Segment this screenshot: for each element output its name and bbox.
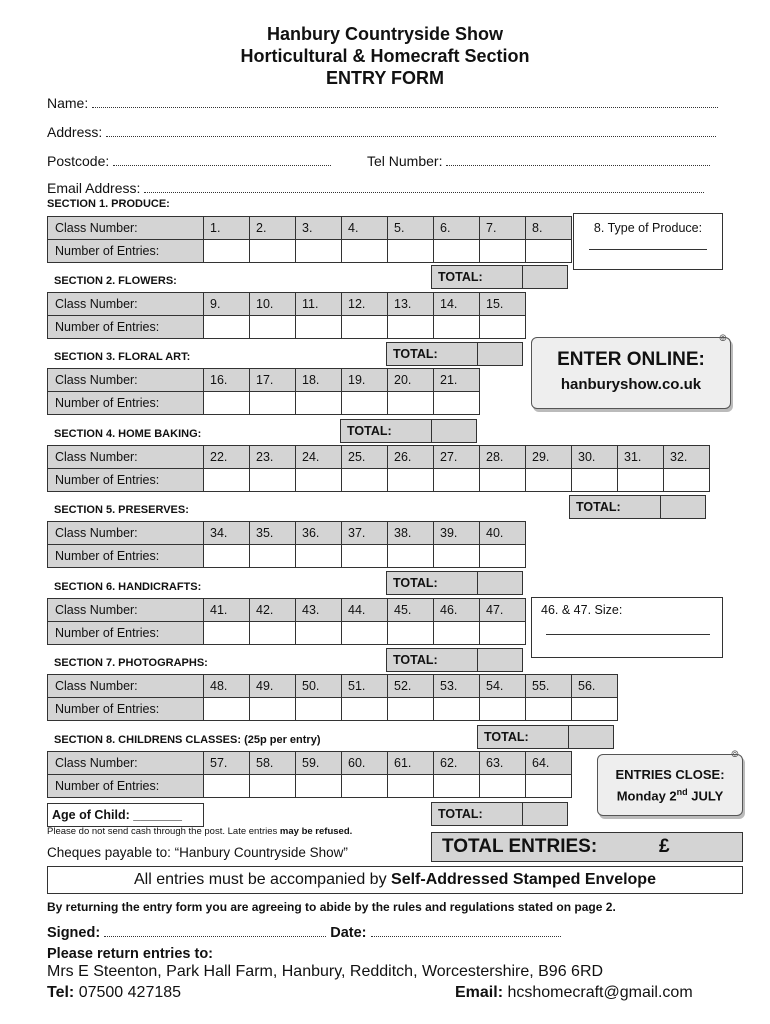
entry-input-cell[interactable]: [295, 239, 342, 263]
entry-input-cell[interactable]: [433, 239, 480, 263]
class-number-cell: 61.: [387, 751, 434, 775]
postcode-field[interactable]: [47, 153, 331, 169]
entry-input-cell[interactable]: [203, 544, 250, 568]
class-number-cell: 6.: [433, 216, 480, 240]
class-number-cell: 51.: [341, 674, 388, 698]
total-label: TOTAL:: [386, 571, 478, 595]
class-number-cell: 26.: [387, 445, 434, 469]
entry-input-cell[interactable]: [433, 544, 480, 568]
entry-input-cell[interactable]: [249, 774, 296, 798]
entry-input-cell[interactable]: [525, 468, 572, 492]
total-input[interactable]: [660, 495, 706, 519]
entries-row: [48, 621, 526, 645]
section-title: SECTION 6. HANDICRAFTS:: [54, 581, 202, 593]
entries-row: [48, 315, 526, 339]
size-box[interactable]: [531, 597, 723, 658]
entry-input-cell[interactable]: [433, 621, 480, 645]
class-number-cell: 43.: [295, 598, 342, 622]
produce-type-line[interactable]: [589, 249, 707, 250]
entry-input-cell[interactable]: [433, 315, 480, 339]
entry-input-cell[interactable]: [479, 468, 526, 492]
entry-input-cell[interactable]: [387, 544, 434, 568]
class-number-cell: 36.: [295, 521, 342, 545]
class-number-cell: 49.: [249, 674, 296, 698]
entry-input-cell[interactable]: [203, 621, 250, 645]
name-label: Name:: [47, 95, 89, 111]
total-input[interactable]: [477, 571, 523, 595]
entry-input-cell[interactable]: [203, 468, 250, 492]
number-of-entries-label: Number of Entries:: [47, 621, 204, 645]
tel-label: Tel Number:: [367, 153, 443, 169]
section-title: SECTION 3. FLORAL ART:: [54, 351, 191, 363]
return-address: Mrs E Steenton, Park Hall Farm, Hanbury, Redditch, Worcestershire, B96 6RD: [47, 963, 604, 980]
section-title: SECTION 1. PRODUCE:: [47, 198, 170, 210]
entry-input-cell[interactable]: [433, 697, 480, 721]
email-field[interactable]: [47, 180, 704, 196]
class-number-cell: 18.: [295, 368, 342, 392]
class-number-cell: 31.: [617, 445, 664, 469]
signature-field[interactable]: [47, 924, 561, 941]
class-number-cell: 63.: [479, 751, 526, 775]
entry-input-cell[interactable]: [479, 315, 526, 339]
size-line[interactable]: [546, 634, 710, 635]
address-field[interactable]: [47, 124, 716, 140]
class-number-label: Class Number:: [47, 751, 204, 775]
class-number-cell: 16.: [203, 368, 250, 392]
entry-input-cell[interactable]: [249, 239, 296, 263]
section-title: SECTION 4. HOME BAKING:: [54, 428, 202, 440]
section-title: SECTION 2. FLOWERS:: [54, 275, 177, 287]
class-number-label: Class Number:: [47, 598, 204, 622]
entry-input-cell[interactable]: [479, 544, 526, 568]
class-number-cell: 10.: [249, 292, 296, 316]
entry-input-cell[interactable]: [295, 468, 342, 492]
entry-input-cell[interactable]: [387, 315, 434, 339]
class-number-cell: 3.: [295, 216, 342, 240]
entry-input-cell[interactable]: [479, 697, 526, 721]
class-number-row: [48, 751, 572, 775]
class-number-cell: 52.: [387, 674, 434, 698]
entries-row: [48, 774, 572, 798]
class-number-row: [48, 216, 572, 240]
entry-input-cell[interactable]: [203, 315, 250, 339]
class-number-cell: 47.: [479, 598, 526, 622]
enter-online-banner[interactable]: [531, 337, 731, 409]
class-number-cell: 12.: [341, 292, 388, 316]
entry-input-cell[interactable]: [249, 468, 296, 492]
entry-input-cell[interactable]: [203, 697, 250, 721]
class-number-cell: 27.: [433, 445, 480, 469]
class-number-label: Class Number:: [47, 445, 204, 469]
entry-input-cell[interactable]: [249, 391, 296, 415]
class-number-row: [48, 598, 526, 622]
class-number-cell: 64.: [525, 751, 572, 775]
date-label: Date:: [330, 925, 367, 941]
class-number-cell: 1.: [203, 216, 250, 240]
number-of-entries-label: Number of Entries:: [47, 239, 204, 263]
class-number-label: Class Number:: [47, 368, 204, 392]
signature-line[interactable]: [104, 924, 326, 937]
class-number-cell: 53.: [433, 674, 480, 698]
address-line[interactable]: [106, 124, 716, 137]
class-number-cell: 17.: [249, 368, 296, 392]
section-subtitle: Horticultural & Homecraft Section: [240, 46, 530, 66]
sae-notice: All entries must be accompanied by Self-Addressed Stamped Envelope: [47, 866, 743, 894]
enter-online-heading: ENTER ONLINE:: [557, 349, 705, 370]
entry-input-cell[interactable]: [295, 774, 342, 798]
scroll-curl-icon: ๏: [719, 329, 727, 344]
age-of-child-field[interactable]: Age of Child: _______: [47, 803, 204, 827]
entry-input-cell[interactable]: [387, 697, 434, 721]
cash-note: Please do not send cash through the post. Late entries may be refused.: [47, 826, 353, 837]
email-label: Email Address:: [47, 180, 141, 196]
class-number-cell: 54.: [479, 674, 526, 698]
entry-input-cell[interactable]: [571, 697, 618, 721]
entry-input-cell[interactable]: [433, 468, 480, 492]
class-number-cell: 40.: [479, 521, 526, 545]
class-number-cell: 62.: [433, 751, 480, 775]
class-number-cell: 60.: [341, 751, 388, 775]
total-input[interactable]: [431, 419, 477, 443]
entry-input-cell[interactable]: [295, 315, 342, 339]
section-title: SECTION 7. PHOTOGRAPHS:: [54, 657, 208, 669]
class-number-cell: 28.: [479, 445, 526, 469]
entry-input-cell[interactable]: [433, 774, 480, 798]
class-number-cell: 50.: [295, 674, 342, 698]
class-number-cell: 4.: [341, 216, 388, 240]
class-number-cell: 42.: [249, 598, 296, 622]
class-number-cell: 13.: [387, 292, 434, 316]
entry-input-cell[interactable]: [341, 697, 388, 721]
entry-input-cell[interactable]: [663, 468, 710, 492]
class-number-cell: 23.: [249, 445, 296, 469]
class-number-row: [48, 521, 526, 545]
tel-field[interactable]: [367, 153, 710, 169]
class-number-cell: 34.: [203, 521, 250, 545]
class-number-cell: 45.: [387, 598, 434, 622]
total-input[interactable]: [522, 802, 568, 826]
entry-input-cell[interactable]: [249, 697, 296, 721]
total-entries-box[interactable]: [431, 832, 743, 862]
entry-input-cell[interactable]: [203, 391, 250, 415]
class-number-label: Class Number:: [47, 292, 204, 316]
class-number-cell: 14.: [433, 292, 480, 316]
class-number-cell: 11.: [295, 292, 342, 316]
entry-input-cell[interactable]: [387, 774, 434, 798]
class-number-cell: 57.: [203, 751, 250, 775]
entry-input-cell[interactable]: [525, 774, 572, 798]
entries-close-date: Monday 2nd JULY: [616, 787, 724, 804]
class-number-cell: 39.: [433, 521, 480, 545]
entry-input-cell[interactable]: [479, 774, 526, 798]
total-label: TOTAL:: [431, 265, 523, 289]
number-of-entries-label: Number of Entries:: [47, 391, 204, 415]
class-number-cell: 46.: [433, 598, 480, 622]
total-input[interactable]: [477, 648, 523, 672]
class-number-cell: 25.: [341, 445, 388, 469]
agreement-note: By returning the entry form you are agreeing to abide by the rules and regulations stated on page 2.: [47, 900, 616, 914]
class-number-row: [48, 445, 710, 469]
class-number-row: [48, 292, 526, 316]
class-number-cell: 2.: [249, 216, 296, 240]
entry-input-cell[interactable]: [387, 391, 434, 415]
return-email[interactable]: Email: hcshomecraft@gmail.com: [455, 984, 693, 1001]
class-number-cell: 44.: [341, 598, 388, 622]
number-of-entries-label: Number of Entries:: [47, 774, 204, 798]
class-number-cell: 35.: [249, 521, 296, 545]
entries-row: [48, 391, 480, 415]
class-number-label: Class Number:: [47, 216, 204, 240]
website-link[interactable]: hanburyshow.co.uk: [560, 376, 702, 393]
entry-input-cell[interactable]: [387, 239, 434, 263]
class-number-cell: 59.: [295, 751, 342, 775]
class-number-cell: 21.: [433, 368, 480, 392]
class-number-row: [48, 368, 480, 392]
total-input[interactable]: [522, 265, 568, 289]
entry-input-cell[interactable]: [341, 621, 388, 645]
class-number-cell: 29.: [525, 445, 572, 469]
entry-input-cell[interactable]: [295, 544, 342, 568]
entry-input-cell[interactable]: [203, 774, 250, 798]
entry-input-cell[interactable]: [203, 239, 250, 263]
return-heading: Please return entries to:: [47, 946, 213, 962]
number-of-entries-label: Number of Entries:: [47, 544, 204, 568]
class-number-cell: 20.: [387, 368, 434, 392]
entry-input-cell[interactable]: [249, 544, 296, 568]
postcode-label: Postcode:: [47, 153, 110, 169]
entry-input-cell[interactable]: [433, 391, 480, 415]
class-number-cell: 32.: [663, 445, 710, 469]
signed-label: Signed:: [47, 925, 101, 941]
total-label: TOTAL:: [386, 342, 478, 366]
entry-input-cell[interactable]: [341, 239, 388, 263]
total-entries-label: TOTAL ENTRIES:: [442, 836, 598, 857]
currency-symbol: £: [659, 836, 670, 857]
class-number-cell: 22.: [203, 445, 250, 469]
entry-input-cell[interactable]: [525, 239, 572, 263]
entry-input-cell[interactable]: [571, 468, 618, 492]
total-input[interactable]: [477, 342, 523, 366]
total-label: TOTAL:: [340, 419, 432, 443]
total-label: TOTAL:: [431, 802, 523, 826]
return-telephone: Tel: 07500 427185: [47, 984, 182, 1001]
class-number-label: Class Number:: [47, 521, 204, 545]
section-title: SECTION 5. PRESERVES:: [54, 504, 189, 516]
entries-row: [48, 697, 618, 721]
total-label: TOTAL:: [569, 495, 661, 519]
form-title: ENTRY FORM: [325, 68, 444, 88]
entry-input-cell[interactable]: [249, 315, 296, 339]
tel-line[interactable]: [446, 153, 710, 166]
entry-input-cell[interactable]: [525, 697, 572, 721]
entries-row: [48, 468, 710, 492]
entry-input-cell[interactable]: [341, 468, 388, 492]
cheques-note: Cheques payable to: “Hanbury Countryside Show”: [47, 845, 348, 860]
class-number-cell: 48.: [203, 674, 250, 698]
class-number-cell: 7.: [479, 216, 526, 240]
name-line[interactable]: [92, 95, 718, 108]
class-number-cell: 24.: [295, 445, 342, 469]
class-number-cell: 37.: [341, 521, 388, 545]
class-number-cell: 58.: [249, 751, 296, 775]
email-line[interactable]: [144, 180, 704, 193]
entry-input-cell[interactable]: [341, 315, 388, 339]
class-number-cell: 41.: [203, 598, 250, 622]
date-line[interactable]: [371, 924, 561, 937]
entry-input-cell[interactable]: [479, 239, 526, 263]
entries-close-banner: [597, 754, 743, 816]
entry-input-cell[interactable]: [617, 468, 664, 492]
entries-row: [48, 239, 572, 263]
postcode-line[interactable]: [113, 153, 331, 166]
entry-input-cell[interactable]: [295, 621, 342, 645]
number-of-entries-label: Number of Entries:: [47, 697, 204, 721]
entry-input-cell[interactable]: [341, 774, 388, 798]
address-label: Address:: [47, 124, 103, 140]
event-title: Hanbury Countryside Show: [266, 24, 504, 44]
produce-type-label: 8. Type of Produce:: [593, 221, 703, 235]
class-number-cell: 8.: [525, 216, 572, 240]
total-label: TOTAL:: [477, 725, 569, 749]
class-number-cell: 9.: [203, 292, 250, 316]
entries-row: [48, 544, 526, 568]
produce-type-box[interactable]: [573, 213, 723, 270]
size-label: 46. & 47. Size:: [541, 603, 623, 617]
entry-input-cell[interactable]: [295, 697, 342, 721]
number-of-entries-label: Number of Entries:: [47, 315, 204, 339]
class-number-cell: 56.: [571, 674, 618, 698]
scroll-curl-icon: ๏: [731, 745, 739, 760]
entry-input-cell[interactable]: [341, 391, 388, 415]
total-label: TOTAL:: [386, 648, 478, 672]
total-input[interactable]: [568, 725, 614, 749]
entries-close-heading: ENTRIES CLOSE:: [615, 767, 725, 782]
class-number-cell: 15.: [479, 292, 526, 316]
entry-input-cell[interactable]: [387, 621, 434, 645]
entry-input-cell[interactable]: [479, 621, 526, 645]
section-title: SECTION 8. CHILDRENS CLASSES: (25p per entry): [54, 734, 321, 746]
class-number-cell: 19.: [341, 368, 388, 392]
class-number-cell: 55.: [525, 674, 572, 698]
class-number-cell: 5.: [387, 216, 434, 240]
entry-input-cell[interactable]: [341, 544, 388, 568]
class-number-cell: 30.: [571, 445, 618, 469]
class-number-cell: 38.: [387, 521, 434, 545]
entry-input-cell[interactable]: [387, 468, 434, 492]
class-number-row: [48, 674, 618, 698]
entry-input-cell[interactable]: [249, 621, 296, 645]
class-number-label: Class Number:: [47, 674, 204, 698]
number-of-entries-label: Number of Entries:: [47, 468, 204, 492]
name-field[interactable]: [47, 95, 718, 111]
entry-input-cell[interactable]: [295, 391, 342, 415]
